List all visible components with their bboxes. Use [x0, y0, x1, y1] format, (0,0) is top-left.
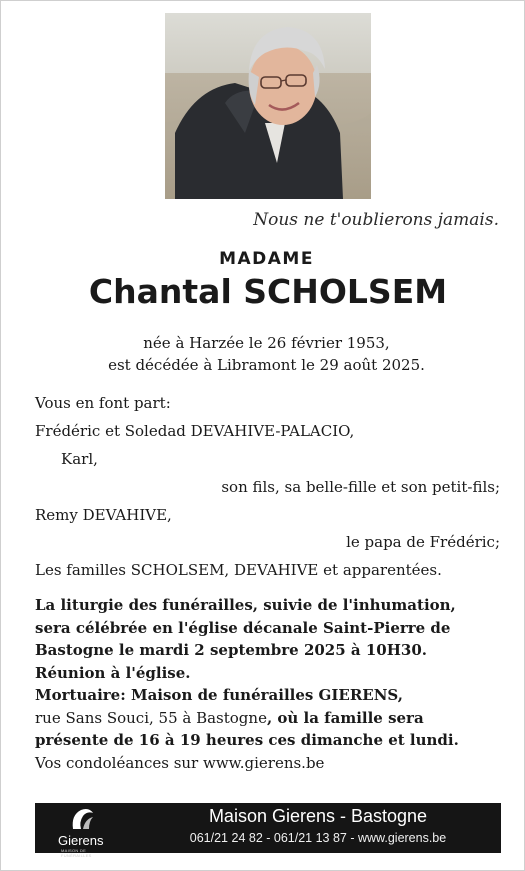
gierens-logo [47, 807, 117, 858]
family-line-2: Karl, [61, 450, 98, 468]
service-line-7: présente de 16 à 19 heures ces dimanche et lundi. [35, 731, 459, 749]
service-line-6 [35, 707, 459, 730]
motto: Nous ne t'oublierons jamais. [253, 210, 499, 230]
service-line-3: Bastogne le mardi 2 septembre 2025 à 10H30. [35, 641, 427, 659]
service-line-2: sera célébrée en l'église décanale Saint-Pierre de [35, 618, 451, 637]
service-line-4: Réunion à l'église. [35, 663, 191, 682]
funeral-home-contact: 061/21 24 82 - 061/21 13 87 - www.gierens.be [189, 831, 447, 845]
family-line-3: Remy DEVAHIVE, [35, 506, 172, 524]
family-relation-2: le papa de Frédéric; [346, 533, 500, 551]
family-relation-1: son fils, sa belle-fille et son petit-fils; [221, 478, 500, 496]
life-dates [0, 332, 525, 376]
announcement-intro: Vous en font part: [35, 394, 171, 412]
family-line-1: Frédéric et Soledad DEVAHIVE-PALACIO, [35, 422, 355, 440]
funeral-home-banner [35, 803, 501, 858]
funeral-home-name: Maison Gierens - Bastogne [208, 806, 428, 826]
condolences-line: Vos condoléances sur www.gierens.be [35, 753, 325, 772]
service-info [35, 594, 459, 774]
family-line-4: Les familles SCHOLSEM, DEVAHIVE et apparentées. [35, 561, 442, 579]
family-presence-start: , où la famille sera [266, 708, 424, 727]
deceased-name: Chantal SCHOLSEM [88, 272, 448, 311]
service-line-1: La liturgie des funérailles, suivie de l'inhumation, [35, 596, 456, 614]
birth-line: née à Harzée le 26 février 1953, [143, 334, 390, 352]
service-line-5: Mortuaire: Maison de funérailles GIERENS, [35, 686, 403, 704]
logo-wordmark: Gierens [58, 833, 104, 848]
portrait-photo [165, 13, 371, 199]
death-line: est décédée à Libramont le 29 août 2025. [108, 356, 425, 374]
honorific: MADAME [219, 249, 314, 269]
mortuary-address: rue Sans Souci, 55 à Bastogne [35, 708, 267, 727]
logo-tagline: MAISON DE FUNÉRAILLES [61, 848, 92, 858]
